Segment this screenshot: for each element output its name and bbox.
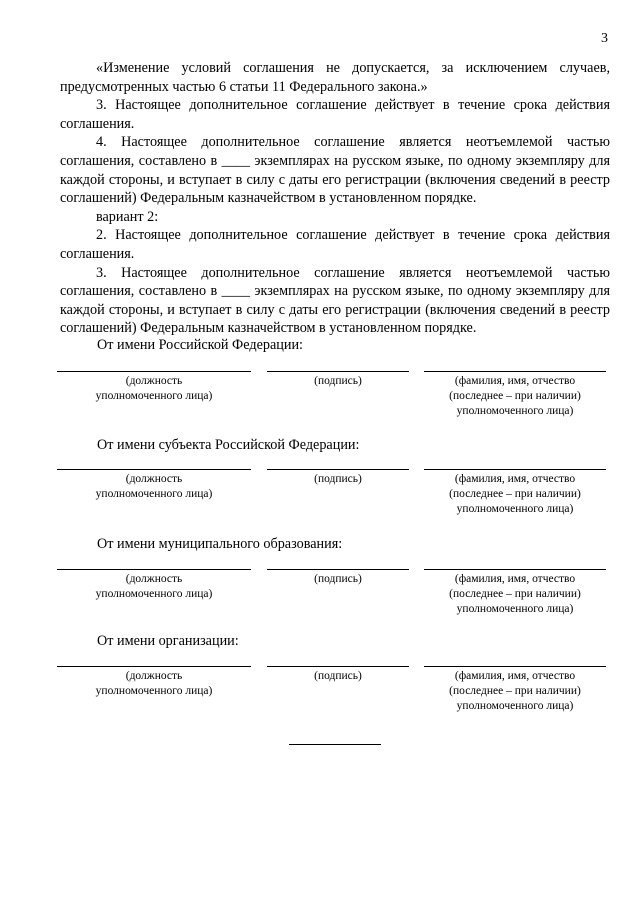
position-line [57, 469, 251, 470]
signature-line [267, 666, 409, 667]
fio-caption: (фамилия, имя, отчество (последнее – при наличии) уполномоченного лица) [449, 473, 581, 515]
signature-line [267, 469, 409, 470]
fio-line [424, 371, 606, 372]
signature-caption: (подпись) [314, 375, 362, 387]
paragraph-term: 3. Настоящее дополнительное соглашение действует в течение срока действия соглашения. [60, 97, 610, 132]
agreement-body [60, 59, 610, 338]
signature-row [57, 469, 610, 529]
position-line [57, 569, 251, 570]
paragraph-variant2-integral-part: 3. Настоящее дополнительное соглашение является неотъемлемой частью соглашения, составлено в ____ экземплярах на русском языке, по одному экземпляру для каждой стороны, и вступает в силу с даты его регистрации (включения сведений в реестр соглашений) Федеральным казначейством в установленном порядке. [60, 264, 610, 337]
signature-column [267, 666, 409, 684]
signature-column [267, 569, 409, 587]
paragraph-integral-part: 4. Настоящее дополнительное соглашение является неотъемлемой частью соглашения, составлено в ____ экземплярах на русском языке, по одному экземпляру для каждой стороны, и вступает в силу с даты его регистрации (включения сведений в реестр соглашений) Федеральным казначейством в установленном порядке. [60, 134, 610, 207]
fio-column [424, 469, 606, 517]
signature-heading: От имени субъекта Российской Федерации: [97, 437, 360, 453]
signature-row [57, 569, 610, 629]
paragraph-amendment-quote: «Изменение условий соглашения не допускается, за исключением случаев, предусмотренных частью 6 статьи 11 Федерального закона.» [60, 60, 610, 95]
signature-row [57, 371, 610, 431]
position-column [57, 569, 251, 602]
position-caption: (должность уполномоченного лица) [95, 375, 213, 402]
position-line [57, 666, 251, 667]
fio-column [424, 569, 606, 617]
signature-block-subject [57, 436, 610, 529]
signature-column [267, 371, 409, 389]
signature-block-municipality [57, 535, 610, 629]
signature-row [57, 666, 610, 726]
position-column [57, 371, 251, 404]
fio-column [424, 666, 606, 714]
position-caption: (должность уполномоченного лица) [95, 670, 213, 697]
position-column [57, 469, 251, 502]
fio-caption: (фамилия, имя, отчество (последнее – при наличии) уполномоченного лица) [449, 375, 581, 417]
signature-line [267, 569, 409, 570]
page-number: 3 [601, 31, 608, 46]
position-column [57, 666, 251, 699]
fio-line [424, 469, 606, 470]
signature-column [267, 469, 409, 487]
paragraph-variant2-term: 2. Настоящее дополнительное соглашение действует в течение срока действия соглашения. [60, 227, 610, 262]
position-caption: (должность уполномоченного лица) [95, 573, 213, 600]
document-end-line [289, 744, 381, 745]
fio-line [424, 569, 606, 570]
fio-caption: (фамилия, имя, отчество (последнее – при наличии) уполномоченного лица) [449, 670, 581, 712]
signature-heading: От имени муниципального образования: [97, 536, 343, 552]
signature-caption: (подпись) [314, 573, 362, 585]
signature-caption: (подпись) [314, 670, 362, 682]
paragraph-variant-label: вариант 2: [96, 208, 159, 225]
position-caption: (должность уполномоченного лица) [95, 473, 213, 500]
signature-block-federation [57, 336, 610, 431]
signature-heading: От имени организации: [97, 633, 239, 649]
fio-line [424, 666, 606, 667]
fio-caption: (фамилия, имя, отчество (последнее – при наличии) уполномоченного лица) [449, 573, 581, 615]
signature-block-organization [57, 632, 610, 726]
signature-caption: (подпись) [314, 473, 362, 485]
position-line [57, 371, 251, 372]
signature-line [267, 371, 409, 372]
signature-heading: От имени Российской Федерации: [97, 337, 304, 353]
fio-column [424, 371, 606, 419]
